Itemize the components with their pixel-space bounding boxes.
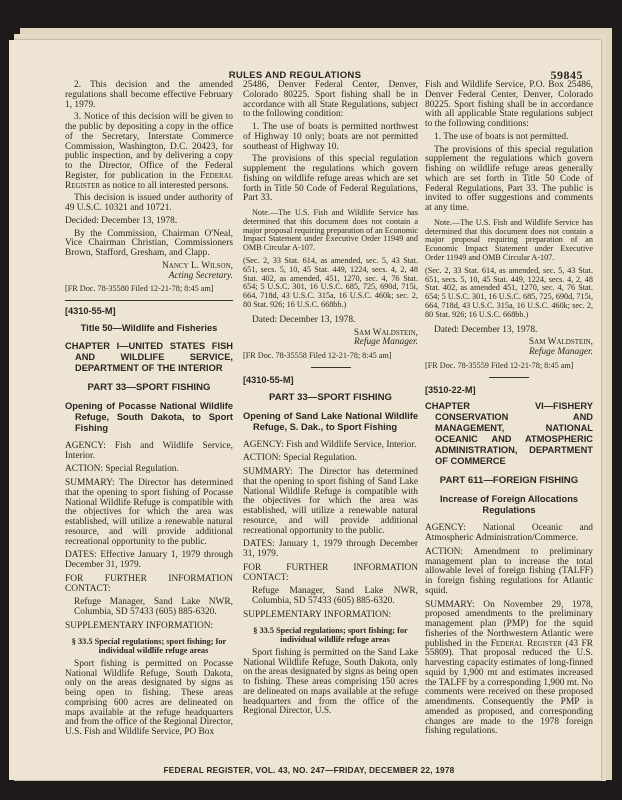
signer-name: Nancy L. Wilson, <box>162 260 233 271</box>
chapter-heading: CHAPTER VI—FISHERY CONSERVATION AND MANAGEMENT, NATIONAL OCEANIC AND ATMOSPHERIC ADMINISTRATION, DEPARTMENT OF COMMERCE <box>425 401 593 467</box>
contact: Refuge Manager, Sand Lake NWR, Columbia, SD 57433 (605) 885-6320. <box>252 586 418 607</box>
part-heading: PART 611—FOREIGN FISHING <box>439 475 579 487</box>
paragraph: Sport fishing is permitted on the Sand Lake National Wildlife Refuge, South Dakota, only on the areas designated by signs as being open to fishing. These areas comprising 150 acres are delineated on maps available at the refuge headquarters and from the office of the Regional Director, U.S. <box>243 647 418 717</box>
paragraph: Fish and Wildlife Service, P.O. Box 25486, Denver Federal Center, Denver, Colorado 80225. Sport fishing shall be in accordance with all applicable State regulations subject to the following conditions: <box>425 80 593 129</box>
paragraph: This decision is issued under authority of 49 U.S.C. 10321 and 10721. <box>65 193 233 213</box>
part-heading: PART 33—SPORT FISHING <box>269 391 392 403</box>
signature <box>65 262 233 282</box>
signer-title: Refuge Manager. <box>353 337 418 348</box>
doc-code: [4310-55-M] <box>243 374 294 385</box>
signer-title: Refuge Manager. <box>528 347 593 358</box>
paragraph: The provisions of this special regulation supplement the regulations which govern fishing on wildlife refuge areas which are set forth in Title 50 Code of Federal Regulations, Part 33. <box>243 154 418 204</box>
rule-heading: Opening of Sand Lake National Wildlife Refuge, S. Dak., to Sport Fishing <box>243 410 418 432</box>
agency: AGENCY: Fish and Wildlife Service, Interior. <box>243 439 417 450</box>
paragraph: By the Commission, Chairman O'Neal, Vice Chairman Christian, Commissioners Brown, Stafford, Gresham, and Clapp. <box>65 228 233 258</box>
page-footer: FEDERAL REGISTER, VOL. 43, NO. 247—FRIDAY, DECEMBER 22, 1978 <box>163 765 455 775</box>
column-1 <box>65 81 233 741</box>
doc-code: [4310-55-M] <box>65 306 116 316</box>
signature <box>425 338 593 358</box>
action: ACTION: Special Regulation. <box>243 453 357 464</box>
signature <box>243 329 418 349</box>
signer-name: Sam Waldstein, <box>353 327 418 338</box>
fr-doc-line: [FR Doc. 78-35559 Filed 12-21-78; 8:45 am] <box>425 360 574 370</box>
rule-heading: Increase of Foreign Allocations Regulations <box>439 494 579 516</box>
dates: DATES: January 1, 1979 through December 31, 1979. <box>243 539 418 560</box>
action: ACTION: Special Regulation. <box>65 464 179 475</box>
summary: SUMMARY: The Director has determined that the opening to sport fishing of Sand Lake National Wildlife Refuge is compatible with the objectives for which the area was established, will utilize a renewable natural resource, and will provide additional recreational opportunity to the public. <box>243 467 418 536</box>
column-2 <box>243 81 418 720</box>
supplementary-label: SUPPLEMENTARY INFORMATION: <box>243 609 392 620</box>
document-page <box>9 40 601 780</box>
agency: AGENCY: National Oceanic and Atmospheric Administration/Commerce. <box>425 523 593 544</box>
note: Note.—The U.S. Fish and Wildlife Service has determined that this document does not contain a major proposal requiring preparation of an Economic Impact Statement under Executive Order 11949 and OMB Circular A-107. <box>425 217 593 262</box>
title-heading: Title 50—Wildlife and Fisheries <box>80 322 218 333</box>
section-heading: § 33.5 Special regulations; sport fishing; for individual wildlife refuge areas <box>71 636 227 655</box>
federal-register-ref: Federal Register <box>65 170 233 191</box>
contact: Refuge Manager, Sand Lake NWR, Columbia, SD 57433 (605) 885-6320. <box>74 597 233 617</box>
fr-doc-line: [FR Doc. 78-35580 Filed 12-21-78; 8:45 am] <box>65 284 214 294</box>
dated: Dated: December 13, 1978. <box>434 324 538 335</box>
dates: DATES: Effective January 1, 1979 through December 31, 1979. <box>65 550 233 570</box>
paragraph: 1. The use of boats is not permitted. <box>434 131 569 142</box>
summary <box>425 601 593 738</box>
federal-register-ref: Federal Register <box>490 638 563 649</box>
divider <box>311 367 351 368</box>
dated: Dated: December 13, 1978. <box>252 314 356 325</box>
column-3 <box>425 81 593 741</box>
fr-doc-line: [FR Doc. 78-35558 Filed 12-21-78; 8:45 am] <box>243 351 392 361</box>
text: 3. Notice of this decision will be given to the public by depositing a copy in the office of the Secretary, Interstate Commerce Commission, Washington, D.C. 20423, for public inspection, and by delivering a copy to the Director, Office of the Federal Register, for publication in the <box>65 112 233 181</box>
summary: SUMMARY: The Director has determined that the opening to sport fishing of Pocasse National Wildlife Refuge is compatible with the objectives for which the area was established, will utilize a renewable natural resource, and will provide additional recreational opportunity to the public. <box>65 478 233 547</box>
paragraph <box>65 113 233 191</box>
page-number: 59845 <box>550 68 583 82</box>
paragraph: Sport fishing is permitted on Pocasse National Wildlife Refuge, South Dakota, only on the areas designated by signs as being open to fishing. These areas comprising 600 acres are delineated on maps available at the refuge headquarters and from the office of the Regional Director, U.S. Fish and Wildlife Service, PO Box <box>65 658 233 738</box>
text: (43 FR 55809). That proposal reduced the U.S. harvesting capacity estimates of long-finned squid by 1,900 mt and estimates increased the TALFF by a corresponding 1,900 mt. No comments were received on these proposed amendments. Consequently the PMP is amended as proposed, and corresponding changes are made to the 1978 foreign fishing regulations. <box>425 638 594 737</box>
paragraph: The provisions of this special regulation supplement the regulations which govern fishing on wildlife refuge areas generally which are set forth in Title 50 Code of Federal Regulations, Part 33. The public is invited to offer suggestions and comments at any time. <box>425 144 593 213</box>
rule-heading: Opening of Pocasse National Wildlife Refuge, South Dakota, to Sport Fishing <box>65 400 233 433</box>
divider <box>65 300 233 301</box>
divider <box>489 377 529 378</box>
signer-title: Acting Secretary. <box>168 270 233 281</box>
text: SUMMARY: On November 29, 1978, proposed amendments to the preliminary management plan (PMP) for the squid fisheries of the Northwestern Atlantic were published in the <box>425 599 593 649</box>
supplementary-label: SUPPLEMENTARY INFORMATION: <box>65 620 214 631</box>
contact-label: FOR FURTHER INFORMATION CONTACT: <box>243 562 418 583</box>
paragraph: 2. This decision and the amended regulations shall become effective February 1, 1979. <box>65 80 233 110</box>
section-heading: § 33.5 Special regulations; sport fishing; for individual wildlife refuge areas <box>253 625 408 644</box>
paragraph: 25486, Denver Federal Center, Denver, Colorado 80225. Sport fishing shall be in accordance with all State Regulations, subject to the following condition: <box>243 80 418 120</box>
running-head: RULES AND REGULATIONS <box>228 70 362 81</box>
note: Note.—The U.S. Fish and Wildlife Service has determined that this document does not contain a major proposal requiring preparation of an Economic Impact Statement under Executive Order 11949 and OMB Circular A-107. <box>243 208 418 253</box>
decided-date: Decided: December 13, 1978. <box>65 215 178 226</box>
agency: AGENCY: Fish and Wildlife Service, Interior. <box>65 440 233 461</box>
citation: (Sec. 2, 33 Stat. 614, as amended, sec. 5, 43 Stat. 651, secs. 5, 10, 45 Stat. 449, 1224, secs. 4, 2, 48 Stat. 402, as amended, 451, 1270, sec. 4, 76 Stat. 654; 5 U.S.C. 301, 16 U.S.C. 685, 725, 690d, 715i, 664, 718d, 43 U.S.C. 315a, 16 U.S.C. 460k; sec. 2, 80 Stat. 926; 16 U.S.C. 668bb.) <box>243 255 418 309</box>
action: ACTION: Amendment to preliminary management plan to increase the total allowable level of foreign fishing (TALFF) in foreign fishing regulations for Atlantic squid. <box>425 546 593 596</box>
signer-name: Sam Waldstein, <box>528 337 593 348</box>
paragraph: 1. The use of boats is permitted northwest of Highway 10 only; boats are not permitted southeast of Highway 10. <box>243 122 418 152</box>
chapter-heading: CHAPTER I—UNITED STATES FISH AND WILDLIFE SERVICE, DEPARTMENT OF THE INTERIOR <box>65 340 233 373</box>
citation: (Sec. 2, 33 Stat. 614, as amended, sec. 5, 43 Stat. 651, secs. 5, 10, 45 Stat. 449, 1224, secs. 4, 2, 48 Stat. 402, as amended 451, 1270, sec. 4, 76 Stat. 654; 5 U.S.C. 301, 16 U.S.C. 685, 725, 690d, 715i, 664, 718d, 43 U.S.C. 315a, 16 U.S.C. 460k; sec. 2, 80 Stat. 926; 16 U.S.C. 668bb.) <box>425 265 593 319</box>
contact-label: FOR FURTHER INFORMATION CONTACT: <box>65 573 233 594</box>
doc-code: [3510-22-M] <box>425 384 476 395</box>
part-heading: PART 33—SPORT FISHING <box>87 381 211 393</box>
text: as notice to all interested persons. <box>100 180 229 191</box>
